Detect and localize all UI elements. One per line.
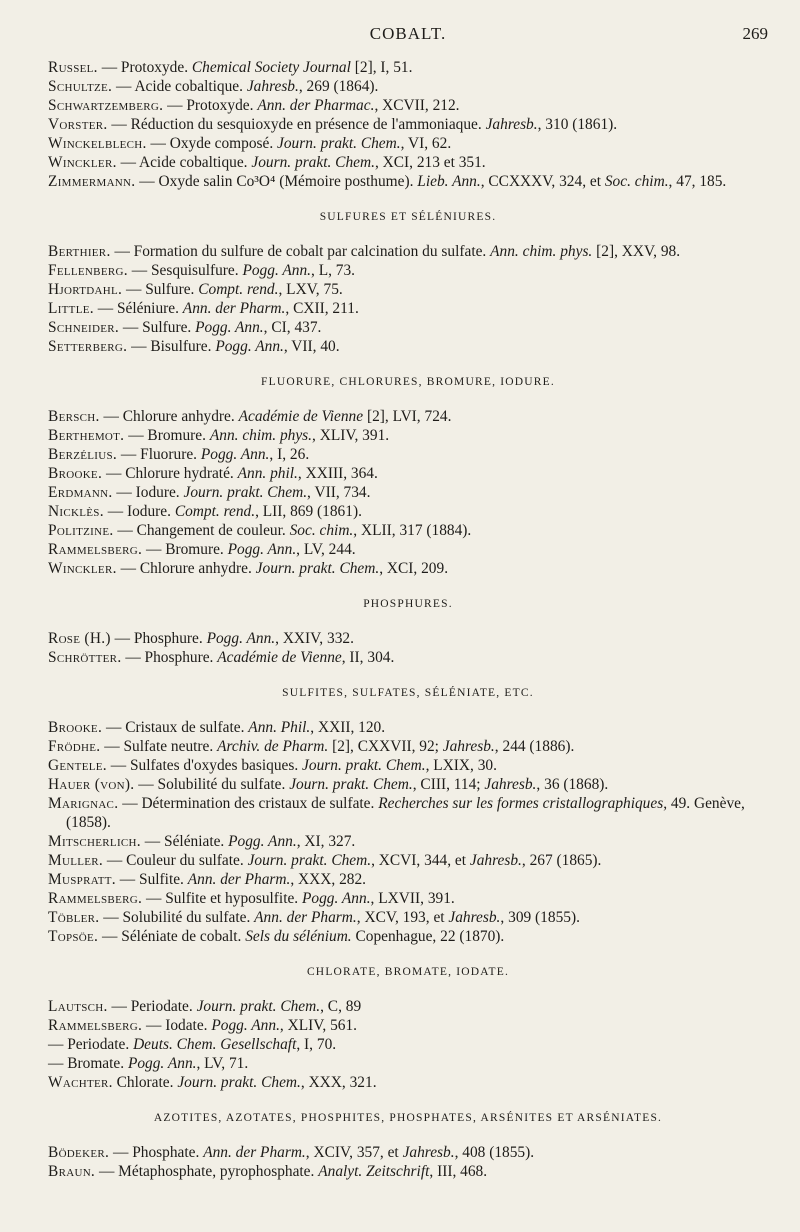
entry-description: — Protoxyde. bbox=[163, 97, 258, 114]
entry-description: — Phosphate. bbox=[109, 1144, 204, 1161]
entry-source: Journ. prakt. Chem. bbox=[177, 1074, 301, 1091]
entry-description: — Séléniate. bbox=[140, 833, 229, 850]
entry-source: Pogg. Ann. bbox=[127, 1055, 197, 1072]
entry-author: Topsöe. bbox=[48, 928, 99, 945]
entry-reference: , XLIV, 391. bbox=[312, 427, 390, 444]
entry-author: Rammelsberg. bbox=[48, 1017, 143, 1034]
bibliography-entry bbox=[48, 261, 768, 280]
entry-reference: , VII, 734. bbox=[307, 484, 371, 501]
entry-reference: , XCI, 209. bbox=[379, 560, 449, 577]
entry-source-secondary: Jahresb. bbox=[442, 738, 495, 755]
entry-description: — Iodure. bbox=[112, 484, 184, 501]
entry-author: Frödhe. bbox=[48, 738, 101, 755]
entry-source: Sels du sélénium. bbox=[245, 928, 352, 945]
entry-author: Berzélius. bbox=[48, 446, 118, 463]
entry-author: Zimmermann. bbox=[48, 173, 136, 190]
entry-source: Ann. chim. phys. bbox=[209, 427, 313, 444]
entry-source: Pogg. Ann. bbox=[228, 833, 297, 850]
entry-author: Rammelsberg. bbox=[48, 541, 143, 558]
entry-reference: [2], CXXVII, 92; bbox=[328, 738, 443, 755]
entry-reference-secondary: , 244 (1886). bbox=[494, 738, 575, 755]
section-heading: AZOTITES, AZOTATES, PHOSPHITES, PHOSPHATES, ARSÉNITES ET ARSÉNIATES. bbox=[153, 1112, 663, 1124]
entry-source: Journ. prakt. Chem. bbox=[255, 560, 380, 577]
entry-source: Ann. der Pharm. bbox=[182, 300, 286, 317]
entry-author: Schneider. bbox=[48, 319, 120, 336]
bibliography-entry bbox=[48, 1162, 768, 1181]
entry-description: — Changement de couleur. bbox=[113, 522, 290, 539]
entry-author: Winckler. bbox=[48, 560, 117, 577]
entry-reference: , LXVII, 391. bbox=[370, 890, 455, 907]
bibliography-entry bbox=[48, 96, 768, 115]
bibliography-entry bbox=[48, 426, 768, 445]
entry-author: Schrötter. bbox=[48, 649, 122, 666]
entry-author: Schwartzemberg. bbox=[48, 97, 164, 114]
bibliography-entry bbox=[48, 1143, 768, 1162]
bibliography-entry bbox=[48, 997, 768, 1016]
entry-source: Pogg. Ann. bbox=[195, 319, 264, 336]
bibliography-entry bbox=[48, 737, 768, 756]
bibliography-entry bbox=[48, 832, 768, 851]
entry-description: — Bromure. bbox=[142, 541, 228, 558]
entry-source: Pogg. Ann. bbox=[206, 630, 276, 647]
entry-source: Ann. der Pharm. bbox=[187, 871, 291, 888]
entry-source-secondary: Jahresb. bbox=[402, 1144, 455, 1161]
section-heading: SULFITES, SULFATES, SÉLÉNIATE, ETC. bbox=[282, 687, 534, 699]
entry-description: — Fluorure. bbox=[117, 446, 201, 463]
entry-reference: , XCIV, 357, et bbox=[305, 1144, 403, 1161]
entry-source: Analyt. Zeitschrift bbox=[318, 1163, 430, 1180]
entry-description: — Sulfite. bbox=[115, 871, 188, 888]
entry-source: Jahresb. bbox=[246, 78, 299, 95]
entry-description: — Formation du sulfure de cobalt par calcination du sulfate. bbox=[110, 243, 491, 260]
entry-author: Russel. bbox=[48, 59, 98, 76]
entry-author: Politzine. bbox=[48, 522, 114, 539]
entry-description: — Sulfite et hyposulfite. bbox=[142, 890, 302, 907]
entry-author: Setterberg. bbox=[48, 338, 128, 355]
bibliography-entry bbox=[48, 870, 768, 889]
entry-description: — Sulfure. bbox=[122, 281, 199, 298]
entry-source: Lieb. Ann. bbox=[417, 173, 481, 190]
entry-author: Bersch. bbox=[48, 408, 100, 425]
entry-description: — Couleur du sulfate. bbox=[103, 852, 248, 869]
entry-source: Pogg. Ann. bbox=[302, 890, 371, 907]
entry-reference: , XXX, 321. bbox=[300, 1074, 377, 1091]
entry-author: Hjortdahl. bbox=[48, 281, 123, 298]
bibliography-entry bbox=[48, 280, 768, 299]
entry-author: Gentele. bbox=[48, 757, 107, 774]
entry-description: — Bromure. bbox=[124, 427, 210, 444]
entry-author: Muspratt. bbox=[48, 871, 116, 888]
bibliography-entry bbox=[48, 407, 768, 426]
entry-source: Compt. rend. bbox=[174, 503, 256, 520]
entry-reference: , LV, 244. bbox=[296, 541, 356, 558]
running-title: COBALT. bbox=[369, 24, 447, 43]
entry-description: — Métaphosphate, pyrophosphate. bbox=[95, 1163, 319, 1180]
entry-source: Ann. der Pharmac. bbox=[257, 97, 375, 114]
bibliography-entry bbox=[48, 648, 768, 667]
entry-reference: , XCVII, 212. bbox=[374, 97, 460, 114]
entry-author: Schultze. bbox=[48, 78, 113, 95]
entry-source: Journ. prakt. Chem. bbox=[302, 757, 426, 774]
entry-description: — Chlorure hydraté. bbox=[102, 465, 238, 482]
bibliography-entry bbox=[48, 172, 768, 191]
bibliography-body bbox=[48, 58, 768, 1181]
entry-source-secondary: Jahresb. bbox=[448, 909, 501, 926]
entry-reference: , I, 26. bbox=[269, 446, 310, 463]
bibliography-entry bbox=[48, 1035, 768, 1054]
entry-author: Muller. bbox=[48, 852, 104, 869]
entry-description: — Cristaux de sulfate. bbox=[102, 719, 249, 736]
bibliography-entry bbox=[48, 559, 768, 578]
entry-source: Pogg. Ann. bbox=[200, 446, 270, 463]
entry-description: — Oxyde salin Co³O⁴ (Mémoire posthume). bbox=[135, 173, 418, 190]
entry-reference-secondary: , 309 (1855). bbox=[500, 909, 580, 926]
bibliography-entry bbox=[48, 483, 768, 502]
bibliography-entry bbox=[48, 851, 768, 870]
bibliography-entry bbox=[48, 153, 768, 172]
entry-reference: , CI, 437. bbox=[263, 319, 322, 336]
entry-reference: , XCV, 193, et bbox=[356, 909, 449, 926]
entry-source: Ann. Phil. bbox=[248, 719, 311, 736]
entry-reference: , II, 304. bbox=[341, 649, 395, 666]
entry-source: Chemical Society Journal bbox=[191, 59, 351, 76]
entry-description: — Chlorure anhydre. bbox=[116, 560, 256, 577]
bibliography-entry bbox=[48, 756, 768, 775]
bibliography-entry bbox=[48, 134, 768, 153]
entry-reference: , L, 73. bbox=[311, 262, 356, 279]
section-heading: FLUORURE, CHLORURES, BROMURE, IODURE. bbox=[261, 376, 555, 388]
entry-reference: [2], LVI, 724. bbox=[363, 408, 452, 425]
entry-source: Deuts. Chem. Gesellschaft bbox=[133, 1036, 297, 1053]
entry-author: Wachter. bbox=[48, 1074, 113, 1091]
entry-author: Braun. bbox=[48, 1163, 96, 1180]
entry-author: Fellenberg. bbox=[48, 262, 128, 279]
entry-description: — Periodate. bbox=[107, 998, 197, 1015]
bibliography-entry bbox=[48, 242, 768, 261]
entry-description: — Acide cobaltique. bbox=[112, 78, 247, 95]
entry-source-secondary: Soc. chim. bbox=[604, 173, 669, 190]
entry-author: Töbler. bbox=[48, 909, 100, 926]
entry-reference: , 49. Genève, (1858). bbox=[66, 795, 745, 831]
entry-reference: Copenhague, 22 (1870). bbox=[351, 928, 505, 945]
entry-reference: , LXV, 75. bbox=[278, 281, 343, 298]
entry-author: Rose (H.) bbox=[48, 630, 111, 647]
entry-source: Ann. chim. phys. bbox=[490, 243, 593, 260]
bibliography-entry bbox=[48, 718, 768, 737]
entry-source: Pogg. Ann. bbox=[215, 338, 284, 355]
entry-description: — Sesquisulfure. bbox=[127, 262, 243, 279]
entry-reference: [2], XXV, 98. bbox=[592, 243, 681, 260]
bibliography-entry bbox=[48, 521, 768, 540]
entry-author: Brooke. bbox=[48, 465, 103, 482]
bibliography-entry bbox=[48, 318, 768, 337]
bibliography-entry bbox=[48, 58, 768, 77]
entry-reference-secondary: , 408 (1855). bbox=[454, 1144, 535, 1161]
entry-source: Soc. chim. bbox=[289, 522, 354, 539]
entry-description: — Phosphure. bbox=[110, 630, 207, 647]
entry-description: — Sulfate neutre. bbox=[100, 738, 218, 755]
entry-reference-secondary: , 47, 185. bbox=[668, 173, 727, 190]
entry-reference: [2], I, 51. bbox=[350, 59, 413, 76]
entry-description: — Détermination des cristaux de sulfate. bbox=[118, 795, 379, 812]
bibliography-entry bbox=[48, 77, 768, 96]
bibliography-entry bbox=[48, 502, 768, 521]
entry-author: Brooke. bbox=[48, 719, 103, 736]
entry-reference: , LXIX, 30. bbox=[425, 757, 497, 774]
entry-source: Ann. der Pharm. bbox=[254, 909, 357, 926]
entry-reference: , XLIV, 561. bbox=[279, 1017, 358, 1034]
bibliography-entry bbox=[48, 794, 768, 832]
entry-description: — Séléniate de cobalt. bbox=[98, 928, 246, 945]
bibliography-entry bbox=[48, 629, 768, 648]
bibliography-entry bbox=[48, 908, 768, 927]
entry-source: Journ. prakt. Chem. bbox=[277, 135, 401, 152]
entry-reference: , CIII, 114; bbox=[412, 776, 485, 793]
entry-reference: , XCVI, 344, et bbox=[371, 852, 470, 869]
entry-reference: , LV, 71. bbox=[196, 1055, 249, 1072]
bibliography-entry bbox=[48, 889, 768, 908]
entry-author: Marignac. bbox=[48, 795, 119, 812]
entry-source: Académie de Vienne bbox=[217, 649, 342, 666]
entry-author: Hauer (von). bbox=[48, 776, 135, 793]
entry-reference: , XLII, 317 (1884). bbox=[353, 522, 472, 539]
entry-author: Rammelsberg. bbox=[48, 890, 143, 907]
section-heading: CHLORATE, BROMATE, IODATE. bbox=[306, 966, 510, 978]
entry-reference: , III, 468. bbox=[429, 1163, 488, 1180]
bibliography-entry bbox=[48, 299, 768, 318]
entry-author: Winckler. bbox=[48, 154, 117, 171]
entry-author: Mitscherlich. bbox=[48, 833, 141, 850]
entry-reference: , VII, 40. bbox=[283, 338, 340, 355]
entry-description: — Séléniure. bbox=[93, 300, 183, 317]
entry-description: — Bromate. bbox=[48, 1055, 128, 1072]
entry-reference-secondary: , 36 (1868). bbox=[536, 776, 609, 793]
entry-source: Académie de Vienne bbox=[238, 408, 364, 425]
bibliography-entry bbox=[48, 775, 768, 794]
entry-reference: , XXII, 120. bbox=[310, 719, 386, 736]
bibliography-entry bbox=[48, 1016, 768, 1035]
entry-source: Pogg. Ann. bbox=[227, 541, 297, 558]
entry-description: — Phosphure. bbox=[121, 649, 218, 666]
entry-author: Vorster. bbox=[48, 116, 108, 133]
entry-reference: , XXX, 282. bbox=[290, 871, 367, 888]
entry-source: Journ. prakt. Chem. bbox=[251, 154, 375, 171]
entry-description: — Iodate. bbox=[142, 1017, 212, 1034]
entry-description: — Acide cobaltique. bbox=[116, 154, 252, 171]
section-heading: PHOSPHURES. bbox=[363, 598, 453, 610]
entry-author: Berthier. bbox=[48, 243, 111, 260]
page-number: 269 bbox=[742, 24, 768, 43]
bibliography-entry bbox=[48, 927, 768, 946]
entry-reference-secondary: , 267 (1865). bbox=[521, 852, 602, 869]
entry-reference: , XI, 327. bbox=[296, 833, 356, 850]
entry-description: — Iodure. bbox=[103, 503, 175, 520]
bibliography-entry bbox=[48, 337, 768, 356]
entry-author: Bödeker. bbox=[48, 1144, 110, 1161]
entry-description: Chlorate. bbox=[112, 1074, 178, 1091]
entry-source: Compt. rend. bbox=[198, 281, 279, 298]
entry-source: Pogg. Ann. bbox=[211, 1017, 280, 1034]
entry-description: — Chlorure anhydre. bbox=[99, 408, 239, 425]
entry-reference: , XXIV, 332. bbox=[275, 630, 354, 647]
bibliography-entry bbox=[48, 115, 768, 134]
entry-author: Erdmann. bbox=[48, 484, 113, 501]
bibliography-entry bbox=[48, 464, 768, 483]
entry-author: Berthemot. bbox=[48, 427, 125, 444]
entry-description: — Protoxyde. bbox=[97, 59, 192, 76]
entry-source: Archiv. de Pharm. bbox=[217, 738, 329, 755]
entry-reference: , CCXXXV, 324, et bbox=[480, 173, 605, 190]
entry-reference: , 269 (1864). bbox=[298, 78, 379, 95]
entry-reference: , C, 89 bbox=[320, 998, 362, 1015]
entry-source: Journ. prakt. Chem. bbox=[196, 998, 321, 1015]
entry-source: Journ. prakt. Chem. bbox=[247, 852, 372, 869]
entry-description: — Sulfates d'oxydes basiques. bbox=[106, 757, 303, 774]
bibliography-entry bbox=[48, 1054, 768, 1073]
running-header bbox=[48, 24, 768, 48]
entry-reference: , CXII, 211. bbox=[285, 300, 359, 317]
entry-description: — Sulfure. bbox=[119, 319, 196, 336]
bibliography-entry bbox=[48, 540, 768, 559]
entry-description: — Solubilité du sulfate. bbox=[99, 909, 255, 926]
entry-source: Pogg. Ann. bbox=[242, 262, 311, 279]
bibliography-entry bbox=[48, 445, 768, 464]
entry-source: Journ. prakt. Chem. bbox=[183, 484, 308, 501]
entry-source: Ann. phil. bbox=[237, 465, 298, 482]
entry-reference: , XXIII, 364. bbox=[297, 465, 378, 482]
entry-description: — Bisulfure. bbox=[127, 338, 216, 355]
entry-reference: , VI, 62. bbox=[400, 135, 452, 152]
entry-author: Nicklès. bbox=[48, 503, 104, 520]
entry-description: — Oxyde composé. bbox=[146, 135, 278, 152]
section-heading: SULFURES ET SÉLÉNIURES. bbox=[319, 211, 497, 223]
entry-author: Little. bbox=[48, 300, 94, 317]
entry-source: Recherches sur les formes cristallographiques bbox=[378, 795, 664, 812]
entry-reference: , 310 (1861). bbox=[537, 116, 618, 133]
entry-source-secondary: Jahresb. bbox=[484, 776, 537, 793]
entry-description: — Réduction du sesquioxyde en présence de l'ammoniaque. bbox=[107, 116, 486, 133]
entry-author: Lautsch. bbox=[48, 998, 108, 1015]
entry-description: — Solubilité du sulfate. bbox=[134, 776, 290, 793]
entry-reference: , LII, 869 (1861). bbox=[255, 503, 362, 520]
entry-author: Winckelblech. bbox=[48, 135, 147, 152]
entry-reference: , I, 70. bbox=[296, 1036, 337, 1053]
entry-source: Ann. der Pharm. bbox=[203, 1144, 306, 1161]
bibliography-entry bbox=[48, 1073, 768, 1092]
entry-source: Jahresb. bbox=[485, 116, 538, 133]
entry-source-secondary: Jahresb. bbox=[469, 852, 522, 869]
entry-description: — Periodate. bbox=[48, 1036, 134, 1053]
entry-reference: , XCI, 213 et 351. bbox=[374, 154, 486, 171]
entry-source: Journ. prakt. Chem. bbox=[289, 776, 413, 793]
